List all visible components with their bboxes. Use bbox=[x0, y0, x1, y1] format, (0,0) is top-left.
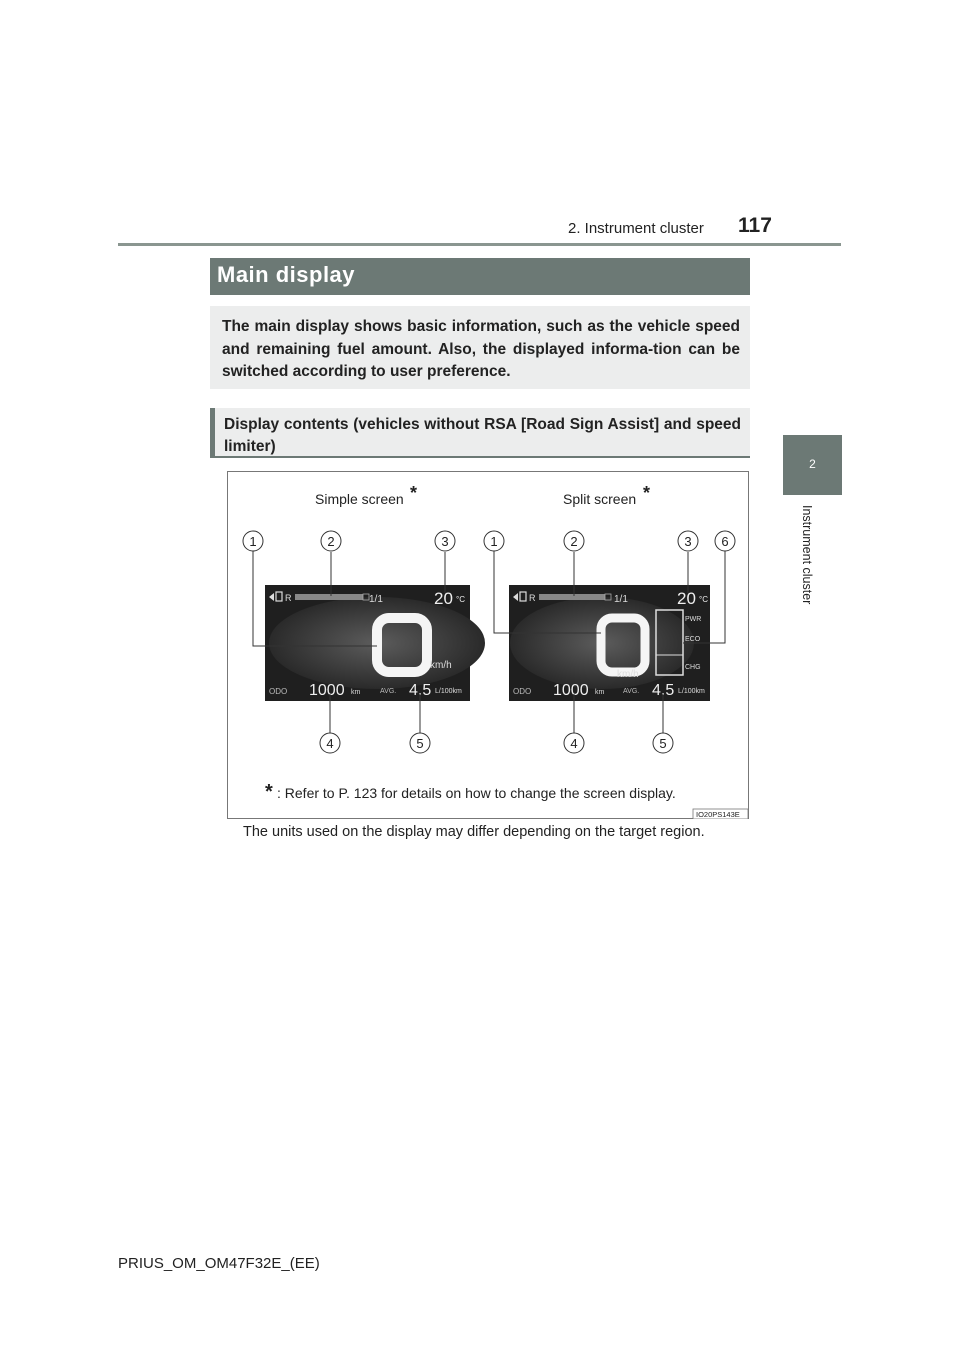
figure-caption: The units used on the display may differ depending on the target region. bbox=[243, 824, 705, 840]
gauge-pwr-label: PWR bbox=[685, 616, 702, 623]
simple-asterisk: * bbox=[410, 483, 418, 503]
callout-6: 6 bbox=[721, 534, 729, 549]
odo-unit: km bbox=[595, 689, 605, 696]
odo-value: 1000 bbox=[309, 682, 345, 699]
split-screen-display bbox=[509, 585, 710, 701]
avg-unit: L/100km bbox=[678, 688, 705, 695]
chapter-side-label-text: Instrument cluster bbox=[800, 505, 814, 605]
callout-4: 4 bbox=[326, 736, 334, 751]
avg-value: 4.5 bbox=[409, 682, 432, 699]
subsection-title: Display contents (vehicles without RSA [Road Sign Assist] and speed limiter) bbox=[224, 416, 741, 455]
split-asterisk: * bbox=[643, 483, 651, 503]
temp-unit: °C bbox=[456, 595, 465, 604]
gear-indicator: R bbox=[529, 593, 536, 603]
avg-unit: L/100km bbox=[435, 688, 462, 695]
odo-label: ODO bbox=[269, 687, 288, 696]
callout-2: 2 bbox=[570, 534, 578, 549]
figure-code: IO20PS143E bbox=[696, 810, 740, 819]
chapter-tab-number: 2 bbox=[809, 457, 816, 471]
odo-value: 1000 bbox=[553, 682, 589, 699]
callout-5: 5 bbox=[416, 736, 424, 751]
callout-1: 1 bbox=[490, 534, 498, 549]
odo-unit: km bbox=[351, 689, 361, 696]
fuel-full-mark: 1/1 bbox=[614, 594, 628, 605]
temp-unit: °C bbox=[699, 595, 708, 604]
outside-temp: 20 bbox=[677, 589, 696, 608]
gear-indicator: R bbox=[285, 593, 292, 603]
footnote-asterisk: * bbox=[265, 781, 273, 803]
callout-2: 2 bbox=[327, 534, 335, 549]
odo-label: ODO bbox=[513, 687, 532, 696]
simple-screen-display bbox=[265, 585, 485, 701]
callout-4: 4 bbox=[570, 736, 578, 751]
callout-1: 1 bbox=[249, 534, 257, 549]
callout-5: 5 bbox=[659, 736, 667, 751]
split-screen-label: Split screen bbox=[563, 491, 637, 507]
footnote-text: : Refer to P. 123 for details on how to change the screen display. bbox=[277, 785, 676, 801]
header-section-title: 2. Instrument cluster bbox=[568, 220, 704, 237]
page-number: 117 bbox=[738, 214, 772, 237]
speed-unit: km/h bbox=[430, 660, 452, 671]
subsection-box bbox=[210, 408, 750, 458]
avg-label: AVG. bbox=[380, 688, 397, 695]
fuel-full-mark: 1/1 bbox=[369, 594, 383, 605]
intro-box bbox=[210, 306, 750, 389]
callout-3: 3 bbox=[441, 534, 449, 549]
callout-3: 3 bbox=[684, 534, 692, 549]
avg-value: 4.5 bbox=[652, 682, 675, 699]
gauge-chg-label: CHG bbox=[685, 664, 701, 671]
gauge-eco-label: ECO bbox=[685, 636, 701, 643]
section-banner bbox=[210, 258, 750, 295]
outside-temp: 20 bbox=[434, 589, 453, 608]
section-title: Main display bbox=[217, 262, 356, 287]
fuel-gauge-fill bbox=[295, 594, 363, 600]
speed-unit: km/h bbox=[617, 669, 639, 680]
intro-text: The main display shows basic information, such as the vehicle speed and remaining fuel amount. Also, the displayed informa-tion can be switched according to user preference. bbox=[222, 318, 740, 380]
avg-label: AVG. bbox=[623, 688, 640, 695]
footer-document-code: PRIUS_OM_OM47F32E_(EE) bbox=[118, 1255, 320, 1272]
chapter-tab bbox=[783, 435, 842, 495]
header-divider bbox=[118, 243, 841, 246]
fuel-gauge-fill bbox=[539, 594, 605, 600]
chapter-side-label bbox=[800, 505, 818, 625]
simple-screen-label: Simple screen bbox=[315, 491, 404, 507]
instrument-figure bbox=[227, 471, 749, 819]
